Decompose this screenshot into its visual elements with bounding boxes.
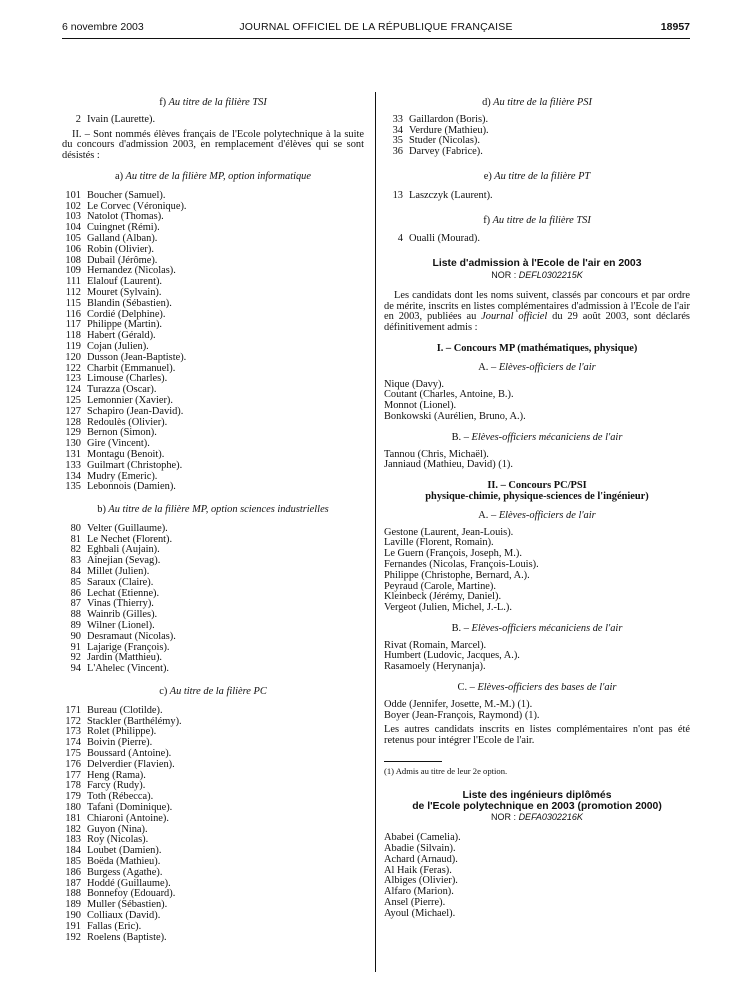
person-name: Lebonnois (Damien). [87,481,176,493]
person-name: Muller (Sébastien). [87,899,168,911]
person-name: Philippe (Martin). [87,319,163,331]
person-name: L'Ahelec (Vincent). [87,663,170,675]
list-item [62,115,364,126]
list-item [62,482,364,493]
person-name: Guyon (Nina). [87,823,148,835]
heading-c2-officiers: A. – Elèves-officiers de l'air [478,509,596,521]
rank-number: 88 [70,609,81,621]
rank-number: 186 [65,866,81,878]
list-mp-informatique [62,191,364,493]
list-item [384,147,690,158]
list-c2-mecaniciens [384,641,690,673]
rank-number: 178 [65,780,81,792]
list-item: Humbert (Ludovic, Jacques, A.). [384,650,520,662]
rank-number: 179 [65,791,81,803]
rank-number: 106 [65,243,81,255]
rank-number: 185 [65,856,81,867]
person-name: Natolot (Thomas). [87,211,164,223]
list-psi [384,115,690,158]
rank-number: 109 [65,265,81,277]
rank-number: 90 [70,630,81,642]
person-name: Lechat (Etienne). [87,587,160,599]
left-column [62,98,364,943]
person-name: Cojan (Julien). [87,340,149,352]
air-intro: Les candidats dont les noms suivent, classés par concours et par ordre de mérite, inscrits en listes complémentaires d'admission à l'Ecole de l'air en 2003, publiées au Journal officiel du 29 août 2003, sont déclarés définitivement admis : [384,289,690,334]
heading-pt: e) Au titre de la filière PT [483,170,591,182]
heading-left-tsi: f) Au titre de la filière TSI [159,97,267,108]
list-item: Vergeot (Julien, Michel, J.-L.). [384,602,512,614]
air-closing: Les autres candidats inscrits en listes complémentaires n'ont pas été retenus pour intégrer l'Ecole de l'air. [384,724,690,747]
rank-number: 189 [65,899,81,911]
air-nor: NOR : DEFL0302215K [491,269,583,280]
list-poly-graduates [384,833,690,919]
person-name: Vinas (Thierry). [87,598,154,610]
rank-number: 131 [65,448,81,460]
person-name: Cuingnet (Rémi). [87,222,160,234]
person-name: Cordié (Delphine). [87,308,166,320]
rank-number: 123 [65,373,81,385]
rank-number: 111 [66,276,81,288]
heading-psi: d) Au titre de la filière PSI [482,97,592,108]
rank-number: 190 [65,909,81,921]
person-name: Mouret (Sylvain). [87,286,162,298]
person-name: Rolet (Philippe). [87,726,157,738]
rank-number: 13 [392,189,403,201]
list-item: Tannou (Chris, Michaël). [384,448,489,460]
rank-number: 175 [65,748,81,760]
concours-pc-psi-heading: II. – Concours PC/PSI physique-chimie, physique-sciences de l'ingénieur) [425,480,649,502]
rank-number: 122 [65,362,81,374]
list-item [62,664,364,675]
list-item: Odde (Jennifer, Josette, M.-M.) (1). [384,698,533,710]
person-name: Turazza (Oscar). [87,384,157,396]
person-name: Bernon (Simon). [87,427,157,439]
rank-number: 108 [65,254,81,266]
person-name: Lemonnier (Xavier). [87,394,173,406]
person-name: Dusson (Jean-Baptiste). [87,351,187,363]
header-journal-title: JOURNAL OFFICIEL DE LA RÉPUBLIQUE FRANÇAISE [239,21,513,33]
list-item: Philippe (Christophe, Bernard, A.). [384,569,530,581]
list-item: Le Guern (François, Joseph, M.). [384,548,522,560]
person-name: Elalouf (Laurent). [87,276,163,288]
rank-number: 104 [65,222,81,234]
list-pt [384,191,690,202]
person-name: Saraux (Claire). [87,576,154,588]
rank-number: 33 [392,113,403,125]
list-c1-mecaniciens [384,450,690,472]
list-item: Ayoul (Michael). [384,907,456,919]
rank-number: 133 [65,459,81,471]
header-page-number: 18957 [660,21,690,33]
rank-number: 4 [397,233,403,245]
page-header [62,21,690,37]
header-date: 6 novembre 2003 [62,21,144,33]
person-name: Le Nechet (Florent). [87,533,173,545]
rank-number: 184 [65,845,81,857]
rank-number: 36 [392,146,403,158]
heading-pc: c) Au titre de la filière PC [159,686,267,698]
rank-number: 84 [70,566,81,578]
person-name: Boussard (Antoine). [87,748,172,760]
person-name: Ainejian (Sevag). [87,555,161,567]
paragraph-nomination: II. – Sont nommés élèves français de l'Ecole polytechnique à la suite du concours d'admission 2003, en remplacement d'élèves qui se sont désistés : [62,128,364,162]
air-list-title: Liste d'admission à l'Ecole de l'air en 2003 [432,258,642,270]
list-item [384,191,690,202]
list-item: Ansel (Pierre). [384,897,446,909]
rank-number: 103 [65,211,81,223]
person-name: Redoulès (Olivier). [87,416,168,428]
list-item: Kleinbeck (Jérémy, Daniel). [384,591,502,603]
person-name: Tafani (Dominique). [87,802,173,814]
list-item: Ababei (Camelia). [384,832,461,844]
person-name: Studer (Nicolas). [409,135,480,147]
person-name: Fallas (Eric). [87,920,142,932]
person-name: Farcy (Rudy). [87,780,146,792]
person-name: Lajarige (François). [87,641,170,653]
rank-number: 127 [65,405,81,417]
rank-number: 119 [65,340,81,352]
person-name: Stackler (Barthélémy). [87,715,182,727]
rank-number: 187 [65,877,81,889]
heading-right-tsi: f) Au titre de la filière TSI [483,214,591,226]
rank-number: 181 [65,812,81,824]
rank-number: 192 [65,931,81,943]
heading-c2-mecaniciens: B. – Elèves-officiers mécaniciens de l'air [451,622,623,634]
rank-number: 129 [65,427,81,439]
person-name: Schapiro (Jean-David). [87,405,184,417]
person-name: Colliaux (David). [87,909,161,921]
rank-number: 35 [392,135,403,147]
list-item: Coutant (Charles, Antoine, B.). [384,389,514,401]
heading-mp-sciences-industrielles: b) Au titre de la filière MP, option sciences industrielles [97,504,329,516]
column-divider [375,92,376,972]
person-name: Ivain (Laurette). [87,113,156,125]
list-item: Alfaro (Marion). [384,886,454,898]
rank-number: 182 [65,823,81,835]
heading-c2-bases: C. – Elèves-officiers des bases de l'air [457,682,617,694]
list-item: Fernandes (Nicolas, François-Louis). [384,558,539,570]
list-right-tsi [384,234,690,245]
heading-c1-officiers: A. – Elèves-officiers de l'air [478,361,596,373]
list-item: Janniaud (Mathieu, David) (1). [384,459,513,471]
list-item: Nique (Davy). [384,378,445,390]
rank-number: 94 [70,663,81,675]
air-footnote: (1) Admis au titre de leur 2e option. [384,766,508,777]
person-name: Eghbali (Aujain). [87,544,160,556]
rank-number: 115 [65,297,81,309]
list-item: Gestone (Laurent, Jean-Louis). [384,526,514,538]
person-name: Wilner (Lionel). [87,620,155,632]
rank-number: 180 [65,802,81,814]
rank-number: 2 [75,113,81,125]
person-name: Laszczyk (Laurent). [409,189,493,201]
person-name: Habert (Gérald). [87,330,156,342]
rank-number: 101 [65,189,81,201]
person-name: Hernandez (Nicolas). [87,265,176,277]
person-name: Millet (Julien). [87,566,150,578]
person-name: Gaillardon (Boris). [409,113,489,125]
list-left-tsi [62,115,364,126]
rank-number: 183 [65,834,81,846]
heading-c1-mecaniciens: B. – Elèves-officiers mécaniciens de l'air [451,431,623,443]
person-name: Gire (Vincent). [87,438,150,450]
rank-number: 91 [70,641,81,653]
person-name: Darvey (Fabrice). [409,146,483,158]
person-name: Boivin (Pierre). [87,737,153,749]
list-c2-bases [384,700,690,722]
rank-number: 124 [65,384,81,396]
rank-number: 118 [65,330,81,342]
rank-number: 85 [70,576,81,588]
person-name: Le Corvec (Véronique). [87,200,187,212]
list-item [62,933,364,944]
rank-number: 128 [65,416,81,428]
person-name: Toth (Rébecca). [87,791,154,803]
person-name: Delverdier (Flavien). [87,758,175,770]
person-name: Velter (Guillaume). [87,522,168,534]
person-name: Bureau (Clotilde). [87,704,163,716]
list-item: Al Haik (Feras). [384,864,452,876]
rank-number: 130 [65,438,81,450]
person-name: Verdure (Mathieu). [409,124,489,136]
header-rule [62,38,690,39]
rank-number: 120 [65,351,81,363]
rank-number: 112 [65,286,81,298]
person-name: Boucher (Samuel). [87,189,166,201]
rank-number: 171 [65,704,81,716]
person-name: Dubail (Jérôme). [87,254,158,266]
rank-number: 172 [65,715,81,727]
rank-number: 134 [65,470,81,482]
person-name: Galland (Alban). [87,232,158,244]
person-name: Guilmart (Christophe). [87,459,183,471]
person-name: Hoddé (Guillaume). [87,877,171,889]
person-name: Oualli (Mourad). [409,233,480,245]
list-item: Rasamoely (Herynanja). [384,661,486,673]
person-name: Limouse (Charles). [87,373,168,385]
rank-number: 81 [70,533,81,545]
person-name: Desramaut (Nicolas). [87,630,176,642]
person-name: Robin (Olivier). [87,243,154,255]
rank-number: 117 [65,319,81,331]
list-item: Peyraud (Carole, Martine). [384,580,496,592]
person-name: Jardin (Matthieu). [87,652,163,664]
person-name: Blandin (Sébastien). [87,297,172,309]
person-name: Mudry (Emeric). [87,470,158,482]
person-name: Roelens (Baptiste). [87,931,167,943]
person-name: Wainrib (Gilles). [87,609,158,621]
person-name: Charbit (Emmanuel). [87,362,176,374]
poly-list-title: Liste des ingénieurs diplômés de l'Ecole polytechnique en 2003 (promotion 2000) [412,789,662,812]
concours-mp-heading: I. – Concours MP (mathématiques, physique) [436,342,638,354]
rank-number: 176 [65,758,81,770]
rank-number: 191 [65,920,81,932]
person-name: Boëda (Mathieu). [87,856,161,867]
list-c2-officiers [384,528,690,614]
list-item: Albiges (Olivier). [384,875,458,887]
person-name: Bonnefoy (Edouard). [87,888,176,900]
list-item: Abadie (Silvain). [384,843,456,855]
rank-number: 102 [65,200,81,212]
person-name: Roy (Nicolas). [87,834,149,846]
poly-nor: NOR : DEFA0302216K [491,812,583,823]
rank-number: 174 [65,737,81,749]
person-name: Chiaroni (Antoine). [87,812,169,824]
person-name: Montagu (Benoit). [87,448,165,460]
rank-number: 173 [65,726,81,738]
list-item [384,234,690,245]
person-name: Heng (Rama). [87,769,146,781]
rank-number: 83 [70,555,81,567]
person-name: Burgess (Agathe). [87,866,163,878]
rank-number: 92 [70,652,81,664]
rank-number: 80 [70,522,81,534]
rank-number: 177 [65,769,81,781]
rank-number: 135 [65,481,81,493]
rank-number: 86 [70,587,81,599]
rank-number: 87 [70,598,81,610]
list-item: Boyer (Jean-François, Raymond) (1). [384,709,540,721]
rank-number: 89 [70,620,81,632]
rank-number: 116 [65,308,81,320]
rank-number: 34 [392,124,403,136]
list-mp-sciences-industrielles [62,524,364,675]
right-column [384,98,690,920]
list-pc [62,706,364,944]
rank-number: 125 [65,394,81,406]
list-item: Achard (Arnaud). [384,853,458,865]
rank-number: 188 [65,888,81,900]
person-name: Loubet (Damien). [87,845,162,857]
list-c1-officiers [384,380,690,423]
list-item: Bonkowski (Aurélien, Bruno, A.). [384,410,526,422]
rank-number: 82 [70,544,81,556]
rank-number: 105 [65,232,81,244]
list-item: Rivat (Romain, Marcel). [384,639,487,651]
list-item: Laville (Florent, Romain). [384,537,494,549]
heading-mp-informatique: a) Au titre de la filière MP, option informatique [115,170,311,182]
list-item: Monnot (Lionel). [384,400,457,412]
